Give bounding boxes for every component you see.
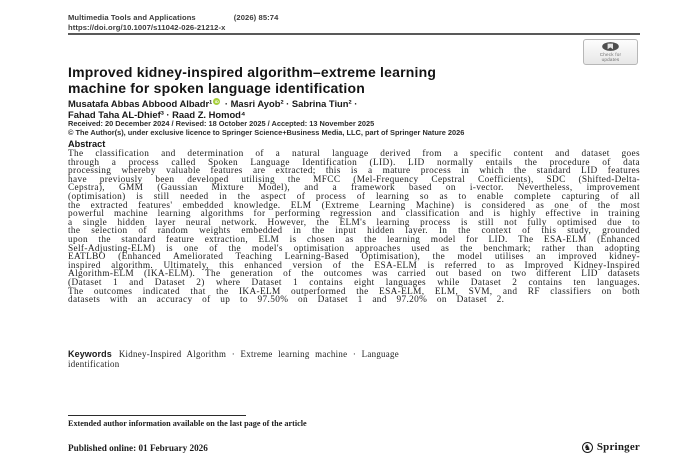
extended-author-info-note: Extended author information available on the last page of the article	[68, 419, 307, 428]
journal-issue: (2026) 85:74	[233, 13, 279, 22]
article-title	[68, 64, 640, 96]
author-albadr: Musatafa Abbas Abbood Albadr¹	[68, 98, 213, 110]
doi-link[interactable]: https://doi.org/10.1007/s11042-026-21212-x	[68, 22, 226, 32]
keywords-line1: Kidney-Inspired Algorithm · Extreme learning machine · Language	[118, 349, 400, 359]
abstract-text: The classification and determination of a natural language derived from a specific content and dataset goes through a process called Spoken Language Identification (LID). LID normally entails the procedure of data processing whereby valuable features are extracted; this is a mature process in which the standard LID features have previously been developed utilising the MFCC (Mel-Frequency Cepstral Coefficients), SDC (Shifted-Delta-Cepstra), GMM (Gaussian Mixture Model), and a framework based on i-vector. Nevertheless, improvement (optimisation) is still needed in the aspect of process of learning so as to enable complete capturing of all the extracted features' embedded knowledge. ELM (Extreme Learning Machine) is considered as one of the most powerful machine learning algorithms for performing regression and classification and is highly effective in training a single hidden layer neural network. However, the ELM's learning process is still not fully optimised due to the selection of random weights embedded in the input hidden layer. In the context of this study, grounded upon the standard feature extraction, ELM is chosen as the learning model for LID. The ESA-ELM (Enhanced Self-Adjusting-ELM) is one of the model's optimisation approaches used as the benchmark; rather than adopting EATLBO (Enhanced Ameliorated Teaching Learning-Based Optimisation), the model utilises an improved kidney-inspired algorithm. Ultimately, this enhanced version of the ESA-ELM is referred to as Improved Kidney-Inspired Algorithm-ELM (IKA-ELM). The generation of the outcomes was carried out based on two different LID datasets (Dataset 1 and Dataset 2) where Dataset 1 contains eight languages while Dataset 2 contains ten languages. The outcomes indicated that the IKA-ELM outperformed the ESA-ELM, ELM, SVM, and RF classifiers on both datasets with an accuracy of up to 97.50% on Dataset 1 and 97.20% on Dataset 2.	[68, 149, 640, 306]
authors-line2: Fahad Taha AL-Dhief³ · Raad Z. Homod⁴	[68, 109, 246, 121]
journal-title: Multimedia Tools and Applications	[68, 13, 196, 22]
orcid-icon[interactable]: iD	[214, 99, 219, 104]
abstract-heading: Abstract	[68, 139, 106, 149]
article-history	[68, 120, 640, 138]
badge-text-line1: Check for	[599, 52, 622, 57]
footnote-rule	[68, 415, 246, 416]
history-dates: Received: 20 December 2024 / Revised: 18 October 2025 / Accepted: 13 November 2025	[68, 119, 375, 128]
keywords-block	[68, 349, 640, 369]
check-for-updates-badge[interactable]	[583, 39, 638, 65]
authors-line1-rest: · Masri Ayob² · Sabrina Tiun² ·	[222, 98, 358, 110]
journal-header	[68, 13, 278, 32]
keywords-line2: identification	[68, 359, 120, 369]
keywords-label: Keywords	[68, 349, 112, 359]
header-rule	[68, 33, 640, 35]
springer-logo	[582, 441, 640, 453]
title-line-2: machine for spoken language identification	[68, 80, 365, 96]
title-line-1: Improved kidney-inspired algorithm–extreme learning	[68, 64, 437, 80]
crossmark-icon	[602, 42, 619, 51]
badge-text-line2: updates	[601, 57, 620, 63]
springer-wordmark: Springer	[596, 441, 640, 453]
author-list	[68, 98, 640, 120]
copyright-line: © The Author(s), under exclusive licence to Springer Science+Business Media, LLC, part of Springer Nature 2026	[68, 127, 465, 137]
published-online-date: Published online: 01 February 2026	[68, 443, 208, 453]
springer-horse-icon: ♞	[583, 442, 591, 452]
